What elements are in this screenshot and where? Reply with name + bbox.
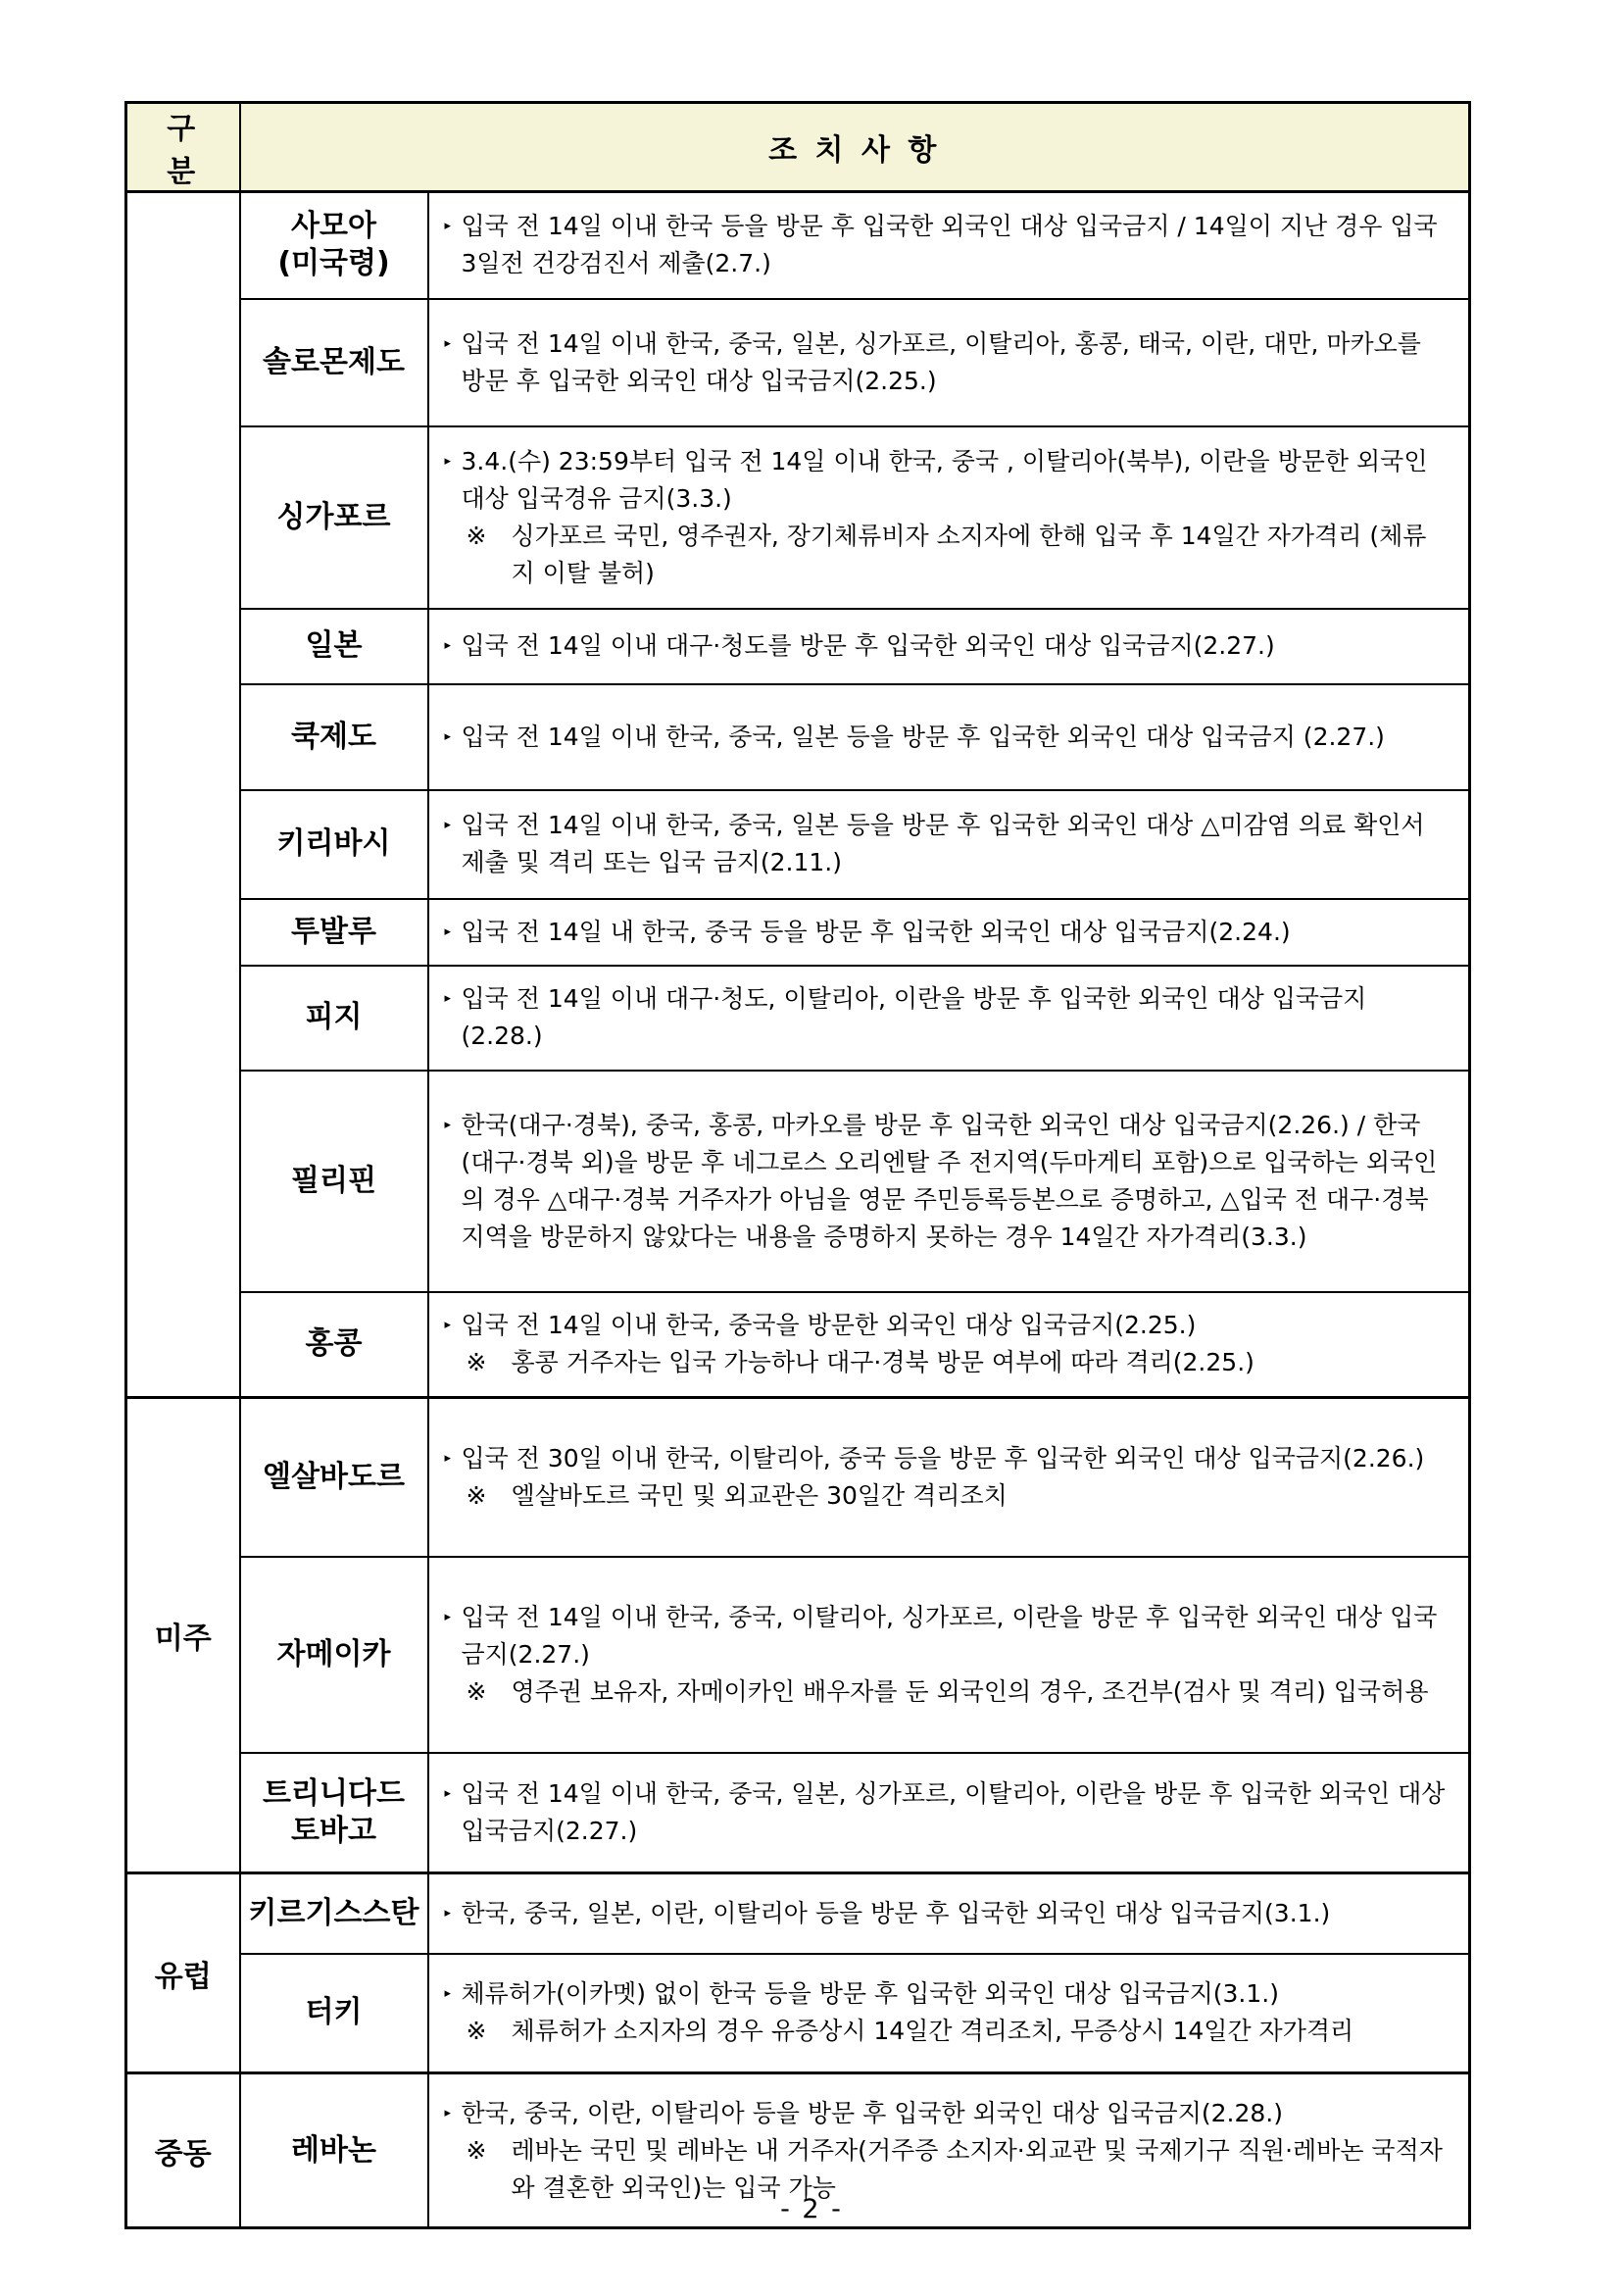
table-row [126,684,1470,790]
measures-table [124,101,1471,2229]
region-asia-pacific [126,192,240,1398]
country-cell: 트리니다드 토바고 [240,1753,428,1873]
measure-cell: ▸ 입국 전 14일 이내 한국, 중국, 이탈리아, 싱가포르, 이란을 방문 후 입국한 외국인 대상 입국금지(2.27.) ※ 영주권 보유자, 자메이카인 배우자를 둔 외국인의 경우, 조건부(검사 및 격리) 입국허용 [428,1557,1470,1753]
header-category: 구 분 [126,103,240,192]
country-cell: 일본 [240,609,428,684]
table-row [126,1398,1470,1557]
measure-cell: ▸ 입국 전 14일 이내 한국 등을 방문 후 입국한 외국인 대상 입국금지 / 14일이 지난 경우 입국 3일전 건강검진서 제출(2.7.) [428,192,1470,299]
table-row [126,1954,1470,2073]
country-cell: 싱가포르 [240,426,428,609]
measure-cell: ▸ 3.4.(수) 23:59부터 입국 전 14일 이내 한국, 중국 , 이탈리아(북부), 이란을 방문한 외국인 대상 입국경유 금지(3.3.) ※ 싱가포르 국민, 영주권자, 장기체류비자 소지자에 한해 입국 후 14일간 자가격리 (체류지 이탈 불허) [428,426,1470,609]
country-cell: 홍콩 [240,1292,428,1398]
country-cell: 자메이카 [240,1557,428,1753]
table-row [126,790,1470,899]
country-cell: 레바논 [240,2073,428,2228]
measure-cell: ▸ 입국 전 14일 이내 대구·청도, 이탈리아, 이란을 방문 후 입국한 외국인 대상 입국금지(2.28.) [428,966,1470,1071]
country-cell: 투발루 [240,899,428,966]
measure-cell: ▸ 입국 전 30일 이내 한국, 이탈리아, 중국 등을 방문 후 입국한 외국인 대상 입국금지(2.26.) ※ 엘살바도르 국민 및 외교관은 30일간 격리조치 [428,1398,1470,1557]
table-row [126,1071,1470,1292]
measure-cell: ▸ 입국 전 14일 이내 한국, 중국을 방문한 외국인 대상 입국금지(2.25.) ※ 홍콩 거주자는 입국 가능하나 대구·경북 방문 여부에 따라 격리(2.25.) [428,1292,1470,1398]
country-cell: 사모아 (미국령) [240,192,428,299]
measure-cell: ▸ 입국 전 14일 이내 한국, 중국, 일본, 싱가포르, 이탈리아, 이란을 방문 후 입국한 외국인 대상 입국금지(2.27.) [428,1753,1470,1873]
header-measures: 조 치 사 항 [240,103,1470,192]
country-cell: 엘살바도르 [240,1398,428,1557]
measure-cell: ▸ 한국, 중국, 일본, 이란, 이탈리아 등을 방문 후 입국한 외국인 대상 입국금지(3.1.) [428,1873,1470,1954]
table-row [126,1873,1470,1954]
country-cell: 필리핀 [240,1071,428,1292]
country-cell: 솔로몬제도 [240,299,428,426]
measure-cell: ▸ 입국 전 14일 이내 한국, 중국, 일본 등을 방문 후 입국한 외국인 대상 입국금지 (2.27.) [428,684,1470,790]
measure-cell: ▸ 입국 전 14일 이내 한국, 중국, 일본, 싱가포르, 이탈리아, 홍콩, 태국, 이란, 대만, 마카오를 방문 후 입국한 외국인 대상 입국금지(2.25.) [428,299,1470,426]
country-cell: 터키 [240,1954,428,2073]
region-americas: 미주 [126,1398,240,1873]
country-cell: 피지 [240,966,428,1071]
table-row [126,1292,1470,1398]
page-number: - 2 - [780,2194,843,2224]
table-row [126,1753,1470,1873]
table-row [126,426,1470,609]
table-row [126,299,1470,426]
measure-cell: ▸ 한국, 중국, 이란, 이탈리아 등을 방문 후 입국한 외국인 대상 입국금지(2.28.) ※ 레바논 국민 및 레바논 내 거주자(거주증 소지자·외교관 및 국제기구 직원·레바논 국적자와 결혼한 외국인)는 입국 가능 [428,2073,1470,2228]
region-middle-east: 중동 [126,2073,240,2228]
measure-cell: ▸ 입국 전 14일 이내 한국, 중국, 일본 등을 방문 후 입국한 외국인 대상 △미감염 의료 확인서 제출 및 격리 또는 입국 금지(2.11.) [428,790,1470,899]
table-row [126,192,1470,299]
country-cell: 쿡제도 [240,684,428,790]
country-cell: 키리바시 [240,790,428,899]
table-row [126,899,1470,966]
table-row [126,966,1470,1071]
table-row [126,1557,1470,1753]
measure-cell: ▸ 체류허가(이카멧) 없이 한국 등을 방문 후 입국한 외국인 대상 입국금지(3.1.) ※ 체류허가 소지자의 경우 유증상시 14일간 격리조치, 무증상시 14일간 자가격리 [428,1954,1470,2073]
region-europe: 유럽 [126,1873,240,2073]
table-header-row [126,103,1470,192]
measure-cell: ▸ 한국(대구·경북), 중국, 홍콩, 마카오를 방문 후 입국한 외국인 대상 입국금지(2.26.) / 한국(대구·경북 외)을 방문 후 네그로스 오리엔탈 주 전지역(두마게티 포함)으로 입국하는 외국인의 경우 △대구·경북 거주자가 아님을 영문 주민등록등본으로 증명하고, △입국 전 대구·경북 지역을 방문하지 않았다는 내용을 증명하지 못하는 경우 14일간 자가격리(3.3.) [428,1071,1470,1292]
table-row [126,609,1470,684]
measure-cell: ▸ 입국 전 14일 내 한국, 중국 등을 방문 후 입국한 외국인 대상 입국금지(2.24.) [428,899,1470,966]
measure-cell: ▸ 입국 전 14일 이내 대구·청도를 방문 후 입국한 외국인 대상 입국금지(2.27.) [428,609,1470,684]
country-cell: 키르기스스탄 [240,1873,428,1954]
